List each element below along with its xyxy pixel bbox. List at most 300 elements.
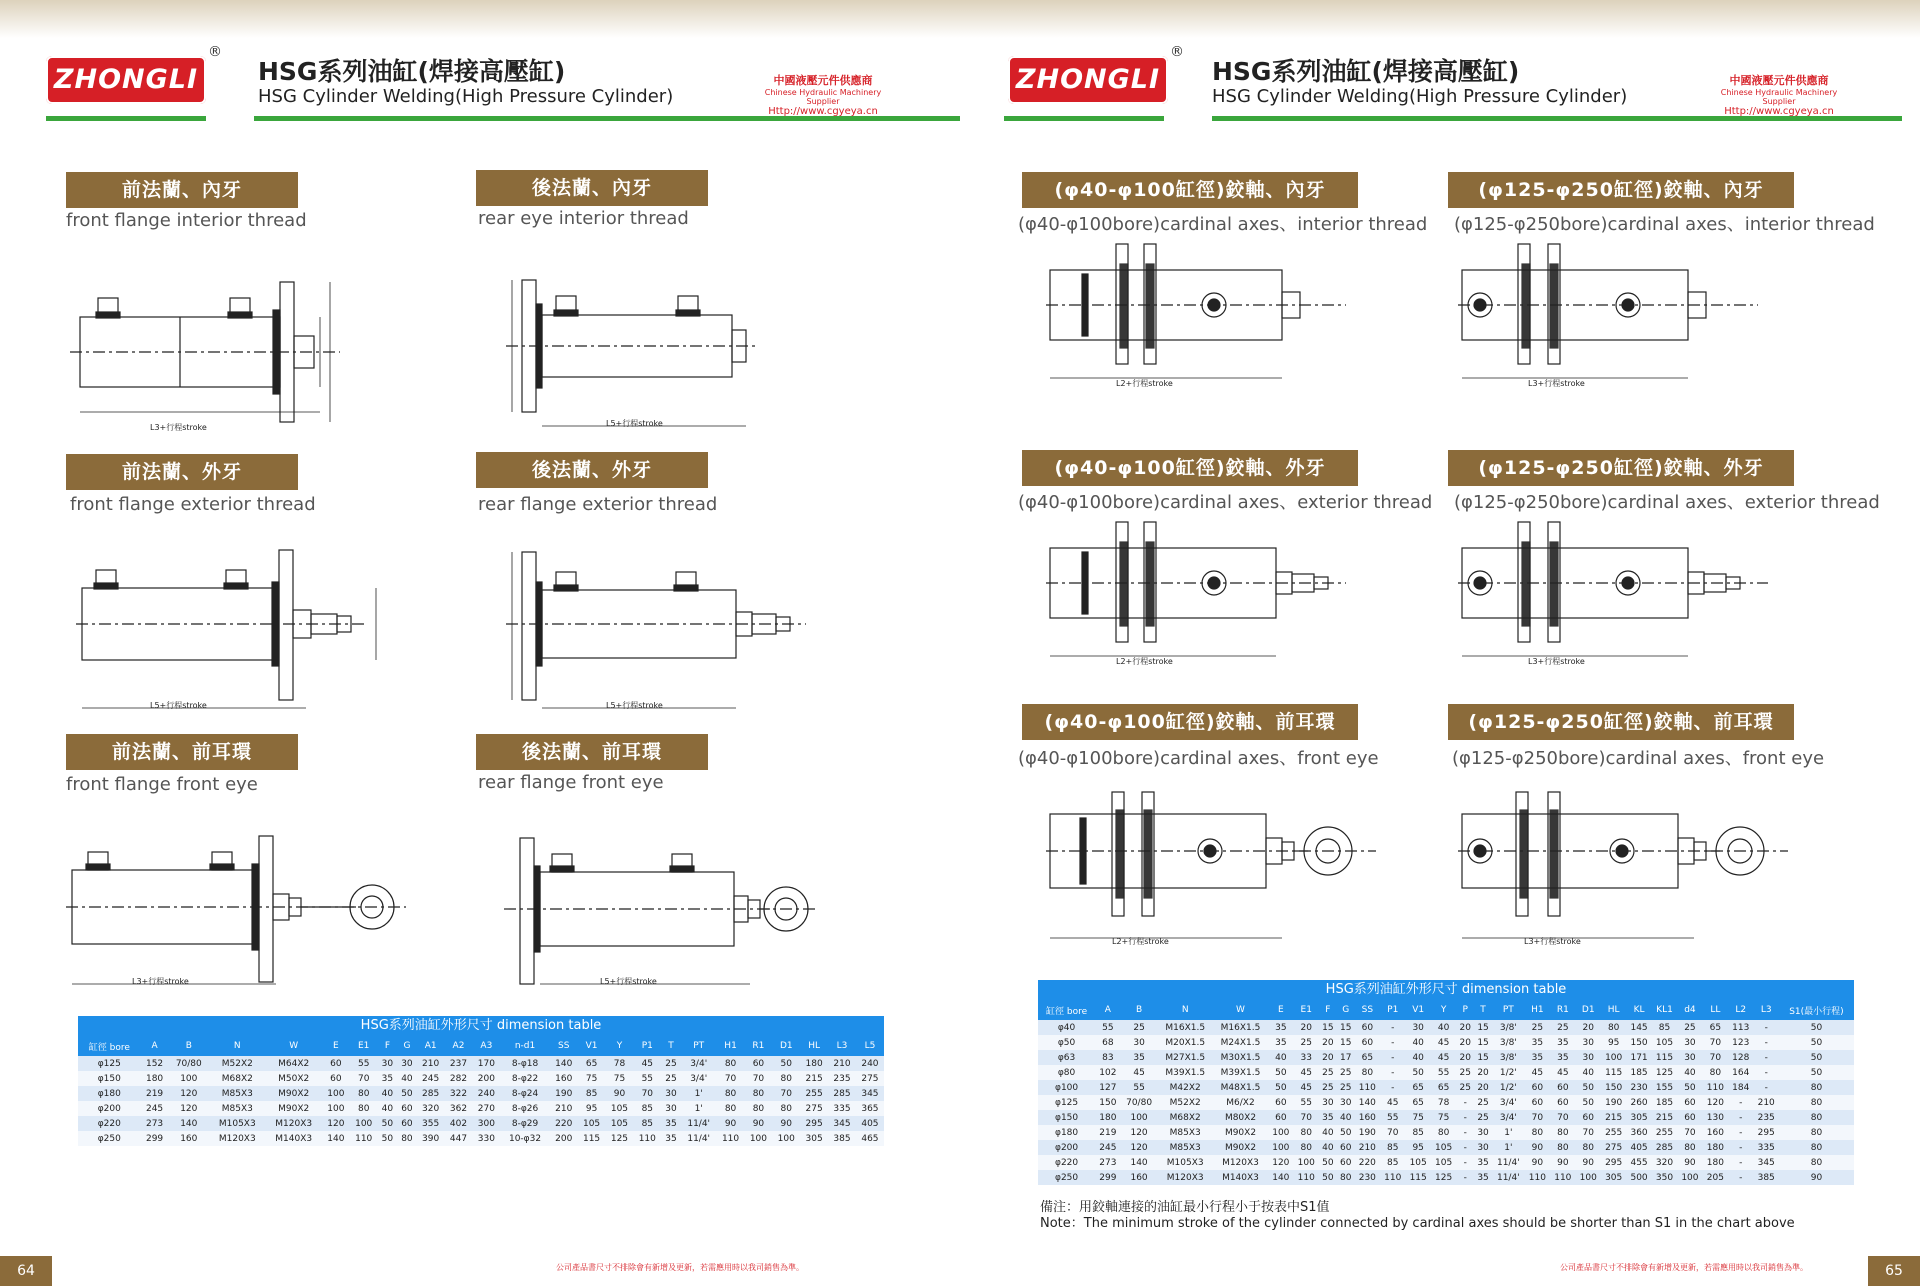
table-cell: 320: [417, 1101, 445, 1116]
table-cell: 60: [1677, 1095, 1702, 1110]
table-cell: M90X2: [266, 1101, 322, 1116]
table-cell: 255: [1652, 1125, 1677, 1140]
table-cell: 210: [550, 1101, 578, 1116]
section-subtitle: front flange interior thread: [66, 210, 307, 231]
table-cell: 70: [1380, 1125, 1405, 1140]
section-subtitle: front flange front eye: [66, 774, 258, 795]
table-cell: 40: [378, 1086, 398, 1101]
table-cell: 90: [717, 1116, 745, 1131]
stroke-label: L2+行程stroke: [1116, 657, 1173, 666]
table-cell: 80: [1294, 1140, 1319, 1155]
table-cell: 100: [1268, 1140, 1293, 1155]
table-cell: 170: [472, 1056, 500, 1071]
table-header-cell: F: [378, 1036, 398, 1056]
table-cell: 105: [1405, 1155, 1430, 1170]
table-cell: 60: [397, 1116, 417, 1131]
table-cell: 335: [1753, 1140, 1778, 1155]
table-cell: 160: [1355, 1110, 1380, 1125]
supplier-cn: 中國液壓元件供應商: [1729, 74, 1829, 87]
table-cell: 55: [1431, 1065, 1456, 1080]
table-cell: M68X2: [209, 1071, 265, 1086]
page-title-cn: HSG系列油缸(焊接高壓缸): [1212, 57, 1520, 86]
table-cell: 120: [169, 1086, 210, 1101]
section-subtitle: rear flange front eye: [478, 772, 664, 793]
table-cell: 60: [1677, 1110, 1702, 1125]
table-cell: 85: [633, 1101, 661, 1116]
table-cell: 50: [1268, 1065, 1293, 1080]
table-cell: 113: [1728, 1020, 1753, 1035]
table-cell: 80: [1677, 1140, 1702, 1155]
table-cell: 35: [1268, 1020, 1293, 1035]
table-cell: 345: [856, 1086, 884, 1101]
table-cell: φ50: [1038, 1035, 1095, 1050]
table-cell: φ125: [78, 1056, 141, 1071]
table-cell: 185: [1652, 1095, 1677, 1110]
table-cell: 83: [1095, 1050, 1120, 1065]
table-cell: 65: [1703, 1020, 1728, 1035]
table-cell: 80: [1355, 1065, 1380, 1080]
footer-note: 公司產品書尺寸不排除會有新增及更新，若需應用時以我司銷售為準。: [556, 1263, 804, 1272]
table-cell: 70: [1703, 1050, 1728, 1065]
table-header-cell: E: [322, 1036, 350, 1056]
supplier-block: [1704, 72, 1854, 117]
table-cell: 105: [1431, 1155, 1456, 1170]
table-cell: 50: [1576, 1095, 1601, 1110]
table-cell: 80: [772, 1101, 800, 1116]
table-header-cell: PT: [681, 1036, 717, 1056]
table-cell: 35: [1474, 1155, 1492, 1170]
table-cell: 11/4': [681, 1116, 717, 1131]
table-cell: 90: [1525, 1140, 1550, 1155]
table-cell: 55: [1095, 1020, 1120, 1035]
table-cell: 160: [169, 1131, 210, 1146]
table-cell: 285: [1652, 1140, 1677, 1155]
table-cell: 95: [1405, 1140, 1430, 1155]
table-header-cell: L3: [828, 1036, 856, 1056]
table-cell: 102: [1095, 1065, 1120, 1080]
table-cell: 80: [350, 1101, 378, 1116]
section-subtitle: rear eye interior thread: [478, 208, 689, 229]
table-cell: 152: [141, 1056, 169, 1071]
table-cell: -: [1380, 1065, 1405, 1080]
table-cell: 30: [1405, 1020, 1430, 1035]
table-cell: 20: [1474, 1065, 1492, 1080]
table-cell: 60: [1550, 1095, 1575, 1110]
table-cell: 35: [661, 1116, 681, 1131]
table-header-cell: A1: [417, 1036, 445, 1056]
table-cell: 30: [1474, 1140, 1492, 1155]
stroke-label: L5+行程stroke: [600, 977, 657, 986]
table-cell: 160: [1121, 1170, 1158, 1185]
table-cell: 150: [1601, 1080, 1626, 1095]
page-title-en: HSG Cylinder Welding(High Pressure Cylinder): [258, 86, 674, 107]
table-cell: 220: [1355, 1155, 1380, 1170]
stroke-label: L3+行程stroke: [1528, 657, 1585, 666]
table-header-cell: Y: [1431, 1000, 1456, 1020]
table-cell: 120: [1121, 1140, 1158, 1155]
section-subtitle: rear flange exterior thread: [478, 494, 718, 515]
table-cell: M85X3: [209, 1101, 265, 1116]
table-cell: 65: [578, 1056, 606, 1071]
table-header-cell: T: [661, 1036, 681, 1056]
table-cell: 50: [1319, 1155, 1337, 1170]
table-cell: 60: [1576, 1110, 1601, 1125]
table-cell: 3/8': [1492, 1020, 1525, 1035]
table-cell: 50: [1319, 1170, 1337, 1185]
table-cell: 130: [1703, 1110, 1728, 1125]
table-cell: M90X2: [266, 1086, 322, 1101]
table-cell: 335: [828, 1101, 856, 1116]
table-cell: 100: [1121, 1110, 1158, 1125]
table-cell: 127: [1095, 1080, 1120, 1095]
table-cell: 95: [1601, 1035, 1626, 1050]
table-cell: 50: [1405, 1065, 1430, 1080]
table-cell: 110: [717, 1131, 745, 1146]
table-cell: 105: [606, 1101, 634, 1116]
table-header-cell: KL: [1626, 1000, 1651, 1020]
table-cell: 30: [1677, 1035, 1702, 1050]
supplier-block: [748, 72, 898, 117]
drawing-rear-flange-front-eye: [460, 806, 820, 992]
table-header-cell: A3: [472, 1036, 500, 1056]
footer-note: 公司產品書尺寸不排除會有新增及更新，若需應用時以我司銷售為準。: [1560, 1263, 1808, 1272]
table-cell: 171: [1626, 1050, 1651, 1065]
table-cell: 128: [1728, 1050, 1753, 1065]
section-title-cardinal-small-front-eye: (φ40-φ100缸徑)鉸軸、前耳環: [1022, 704, 1358, 740]
table-cell: 80: [1294, 1125, 1319, 1140]
table-cell: 30: [397, 1056, 417, 1071]
table-header-cell: N: [1158, 1000, 1213, 1020]
table-header-cell: E1: [1294, 1000, 1319, 1020]
table-cell: 70: [1525, 1110, 1550, 1125]
table-cell: 155: [1652, 1080, 1677, 1095]
table-cell: M50X2: [266, 1071, 322, 1086]
table-row: [1038, 1155, 1854, 1170]
table-cell: 30: [1576, 1050, 1601, 1065]
table-cell: 30: [378, 1056, 398, 1071]
table-cell: 80: [350, 1086, 378, 1101]
table-header-cell: B: [1121, 1000, 1158, 1020]
table-cell: 25: [1121, 1020, 1158, 1035]
section-title-front-flange-interior: 前法蘭、內牙: [66, 172, 298, 208]
table-cell: 20: [1456, 1050, 1474, 1065]
table-cell: 20: [1319, 1035, 1337, 1050]
table-cell: 11/4': [1492, 1170, 1525, 1185]
table-header-cell: V1: [578, 1036, 606, 1056]
table-header-cell: V1: [1405, 1000, 1430, 1020]
table-cell: M16X1.5: [1158, 1020, 1213, 1035]
table-cell: 100: [1677, 1170, 1702, 1185]
table-cell: -: [1380, 1050, 1405, 1065]
table-cell: 295: [1753, 1125, 1778, 1140]
table-cell: 80: [1703, 1065, 1728, 1080]
table-cell: 273: [141, 1116, 169, 1131]
table-cell: 11/4': [681, 1131, 717, 1146]
table-cell: 105: [1652, 1035, 1677, 1050]
table-cell: 80: [1550, 1140, 1575, 1155]
table-cell: 15: [1474, 1035, 1492, 1050]
table-cell: 90: [1525, 1155, 1550, 1170]
table-cell: 255: [1601, 1125, 1626, 1140]
table-cell: 164: [1728, 1065, 1753, 1080]
table-cell: M90X2: [1213, 1125, 1268, 1140]
table-cell: M90X2: [1213, 1140, 1268, 1155]
table-cell: 50: [772, 1056, 800, 1071]
table-cell: 230: [1626, 1080, 1651, 1095]
table-header-cell: E1: [350, 1036, 378, 1056]
table-cell: M48X1.5: [1213, 1080, 1268, 1095]
table-cell: 70: [1294, 1110, 1319, 1125]
table-cell: 55: [1121, 1080, 1158, 1095]
table-cell: M68X2: [1158, 1110, 1213, 1125]
table-cell: φ150: [1038, 1110, 1095, 1125]
table-header-cell: L5: [856, 1036, 884, 1056]
table-cell: 105: [1431, 1140, 1456, 1155]
table-cell: 80: [744, 1086, 772, 1101]
table-cell: -: [1753, 1020, 1778, 1035]
table-cell: 120: [322, 1116, 350, 1131]
table-cell: -: [1728, 1095, 1753, 1110]
table-cell: -: [1456, 1155, 1474, 1170]
table-cell: 45: [1121, 1065, 1158, 1080]
stroke-label: L2+行程stroke: [1112, 937, 1169, 946]
section-title-rear-flange-exterior: 後法蘭、外牙: [476, 452, 708, 488]
table-cell: M64X2: [266, 1056, 322, 1071]
table-cell: 45: [1431, 1050, 1456, 1065]
table-cell: 115: [1405, 1170, 1430, 1185]
table-cell: 78: [1431, 1095, 1456, 1110]
table-cell: 3/4': [681, 1056, 717, 1071]
table-cell: 140: [169, 1116, 210, 1131]
table-cell: 385: [828, 1131, 856, 1146]
table-cell: 60: [1268, 1110, 1293, 1125]
table-cell: 185: [1626, 1065, 1651, 1080]
table-cell: 40: [1431, 1020, 1456, 1035]
table-cell: 80: [1779, 1125, 1854, 1140]
table-cell: 255: [800, 1086, 828, 1101]
drawing-cardinal-large-exterior: [1458, 518, 1778, 668]
table-cell: 140: [322, 1131, 350, 1146]
note-en: Note：The minimum stroke of the cylinder connected by cardinal axes should be shorter than S1 in the chart above: [1040, 1216, 1795, 1231]
table-header-cell: n-d1: [500, 1036, 550, 1056]
table-cell: 25: [661, 1071, 681, 1086]
table-cell: 145: [1626, 1020, 1651, 1035]
table-cell: 17: [1337, 1050, 1355, 1065]
table-cell: 15: [1474, 1050, 1492, 1065]
table-cell: 40: [1319, 1125, 1337, 1140]
table-cell: M120X3: [1213, 1155, 1268, 1170]
table-cell: 25: [1337, 1065, 1355, 1080]
table-cell: -: [1728, 1155, 1753, 1170]
table-cell: 275: [856, 1071, 884, 1086]
section-title-front-flange-exterior: 前法蘭、外牙: [66, 454, 298, 490]
table-cell: 25: [1337, 1080, 1355, 1095]
table-cell: φ220: [1038, 1155, 1095, 1170]
table-cell: 30: [661, 1101, 681, 1116]
table-cell: 35: [1550, 1035, 1575, 1050]
table-cell: -: [1728, 1125, 1753, 1140]
table-cell: 25: [1677, 1020, 1702, 1035]
stroke-label: L5+行程stroke: [606, 701, 663, 710]
table-cell: 30: [1677, 1050, 1702, 1065]
table-cell: 110: [1294, 1170, 1319, 1185]
drawing-cardinal-small-exterior: [1046, 518, 1356, 668]
table-cell: 210: [828, 1056, 856, 1071]
table-cell: 184: [1728, 1080, 1753, 1095]
table-cell: φ150: [78, 1071, 141, 1086]
table-cell: 70: [717, 1071, 745, 1086]
table-row: [1038, 1080, 1854, 1095]
table-row: [78, 1056, 884, 1071]
table-cell: 215: [1652, 1110, 1677, 1125]
table-cell: 100: [322, 1086, 350, 1101]
table-cell: 35: [1319, 1110, 1337, 1125]
table-row: [78, 1086, 884, 1101]
table-cell: 125: [606, 1131, 634, 1146]
table-cell: 390: [417, 1131, 445, 1146]
table-header-cell: L2: [1728, 1000, 1753, 1020]
table-cell: 200: [472, 1071, 500, 1086]
section-title-cardinal-large-interior: (φ125-φ250缸徑)鉸軸、內牙: [1448, 172, 1794, 208]
table-cell: 25: [1319, 1065, 1337, 1080]
table-cell: 50: [1779, 1065, 1854, 1080]
stroke-label: L2+行程stroke: [1116, 379, 1173, 388]
table-cell: 45: [1550, 1065, 1575, 1080]
table-cell: 160: [1703, 1125, 1728, 1140]
table-header-cell: L3: [1753, 1000, 1778, 1020]
page-number: 64: [0, 1256, 52, 1286]
table-cell: 75: [578, 1071, 606, 1086]
dimension-table-right: [1038, 980, 1854, 1185]
table-header-cell: D1: [772, 1036, 800, 1056]
table-cell: 100: [1294, 1155, 1319, 1170]
table-cell: 40: [1337, 1110, 1355, 1125]
table-cell: 240: [856, 1056, 884, 1071]
table-cell: 25: [1474, 1095, 1492, 1110]
table-cell: M140X3: [266, 1131, 322, 1146]
table-header-cell: R1: [1550, 1000, 1575, 1020]
section-subtitle: (φ40-φ100bore)cardinal axes、exterior thread: [1018, 492, 1433, 513]
table-cell: 60: [397, 1101, 417, 1116]
table-cell: 15: [1319, 1020, 1337, 1035]
table-cell: 80: [1779, 1155, 1854, 1170]
table-cell: 295: [800, 1116, 828, 1131]
table-cell: 50: [1337, 1125, 1355, 1140]
table-cell: 8-φ26: [500, 1101, 550, 1116]
table-cell: 215: [800, 1071, 828, 1086]
table-header-cell: Y: [606, 1036, 634, 1056]
table-cell: φ80: [1038, 1065, 1095, 1080]
table-header-cell: F: [1319, 1000, 1337, 1020]
table-cell: 50: [1779, 1020, 1854, 1035]
section-subtitle: (φ40-φ100bore)cardinal axes、interior thread: [1018, 214, 1428, 235]
table-cell: 70: [350, 1071, 378, 1086]
table-cell: 25: [1294, 1035, 1319, 1050]
table-cell: φ220: [78, 1116, 141, 1131]
table-cell: 78: [606, 1056, 634, 1071]
table-header-cell: LL: [1703, 1000, 1728, 1020]
right-page: [960, 0, 1920, 1286]
table-cell: M39X1.5: [1213, 1065, 1268, 1080]
table-cell: 210: [1753, 1095, 1778, 1110]
table-cell: -: [1753, 1035, 1778, 1050]
table-cell: 70: [1550, 1110, 1575, 1125]
table-cell: 125: [1652, 1065, 1677, 1080]
table-cell: M39X1.5: [1158, 1065, 1213, 1080]
supplier-url: Http://www.cgyeya.cn: [768, 106, 878, 117]
table-cell: 300: [472, 1116, 500, 1131]
table-cell: 1/2': [1492, 1065, 1525, 1080]
table-cell: 40: [1319, 1140, 1337, 1155]
table-cell: φ180: [78, 1086, 141, 1101]
table-cell: 90: [606, 1086, 634, 1101]
table-cell: 95: [578, 1101, 606, 1116]
table-cell: 40: [1405, 1035, 1430, 1050]
table-cell: 45: [1431, 1035, 1456, 1050]
table-cell: 25: [1474, 1110, 1492, 1125]
stroke-label: L3+行程stroke: [1524, 937, 1581, 946]
table-row: [1038, 1125, 1854, 1140]
table-cell: 1': [681, 1086, 717, 1101]
registered-mark: ®: [1170, 44, 1184, 60]
table-cell: -: [1753, 1065, 1778, 1080]
table-cell: 273: [1095, 1155, 1120, 1170]
table-cell: 285: [417, 1086, 445, 1101]
table-cell: 55: [1294, 1095, 1319, 1110]
table-cell: 500: [1626, 1170, 1651, 1185]
table-cell: 1': [1492, 1140, 1525, 1155]
stroke-label: L3+行程stroke: [132, 977, 189, 986]
drawing-cardinal-small-front-eye: [1046, 788, 1386, 948]
section-title-rear-eye-interior: 後法蘭、內牙: [476, 170, 708, 206]
drawing-cardinal-large-interior: [1458, 240, 1768, 390]
table-cell: 345: [828, 1116, 856, 1131]
table-cell: 70/80: [169, 1056, 210, 1071]
table-cell: 25: [1456, 1065, 1474, 1080]
table-cell: 275: [800, 1101, 828, 1116]
table-cell: 215: [1601, 1110, 1626, 1125]
table-cell: 120: [1121, 1125, 1158, 1140]
table-cell: 355: [417, 1116, 445, 1131]
table-cell: 402: [445, 1116, 473, 1131]
supplier-cn: 中國液壓元件供應商: [773, 74, 873, 87]
table-cell: 180: [141, 1071, 169, 1086]
table-cell: M105X3: [1158, 1155, 1213, 1170]
dimension-table-left: [78, 1016, 884, 1146]
table-cell: M52X2: [209, 1056, 265, 1071]
table-cell: M24X1.5: [1213, 1035, 1268, 1050]
table-cell: 90: [772, 1116, 800, 1131]
section-subtitle: (φ125-φ250bore)cardinal axes、front eye: [1452, 748, 1825, 769]
table-cell: M120X3: [209, 1131, 265, 1146]
table-cell: 70: [772, 1086, 800, 1101]
table-cell: 305: [1601, 1170, 1626, 1185]
table-cell: 70: [1703, 1035, 1728, 1050]
stroke-label: L3+行程stroke: [150, 423, 207, 432]
table-cell: 295: [1601, 1155, 1626, 1170]
table-cell: 10-φ32: [500, 1131, 550, 1146]
table-cell: 60: [744, 1056, 772, 1071]
table-cell: 405: [856, 1116, 884, 1131]
table-cell: M105X3: [209, 1116, 265, 1131]
table-cell: 30: [1319, 1095, 1337, 1110]
table-cell: 80: [1550, 1125, 1575, 1140]
table-cell: 350: [1652, 1170, 1677, 1185]
table-cell: 299: [141, 1131, 169, 1146]
table-cell: -: [1380, 1035, 1405, 1050]
table-cell: 25: [1525, 1020, 1550, 1035]
section-title-rear-flange-front-eye: 後法蘭、前耳環: [476, 734, 708, 770]
